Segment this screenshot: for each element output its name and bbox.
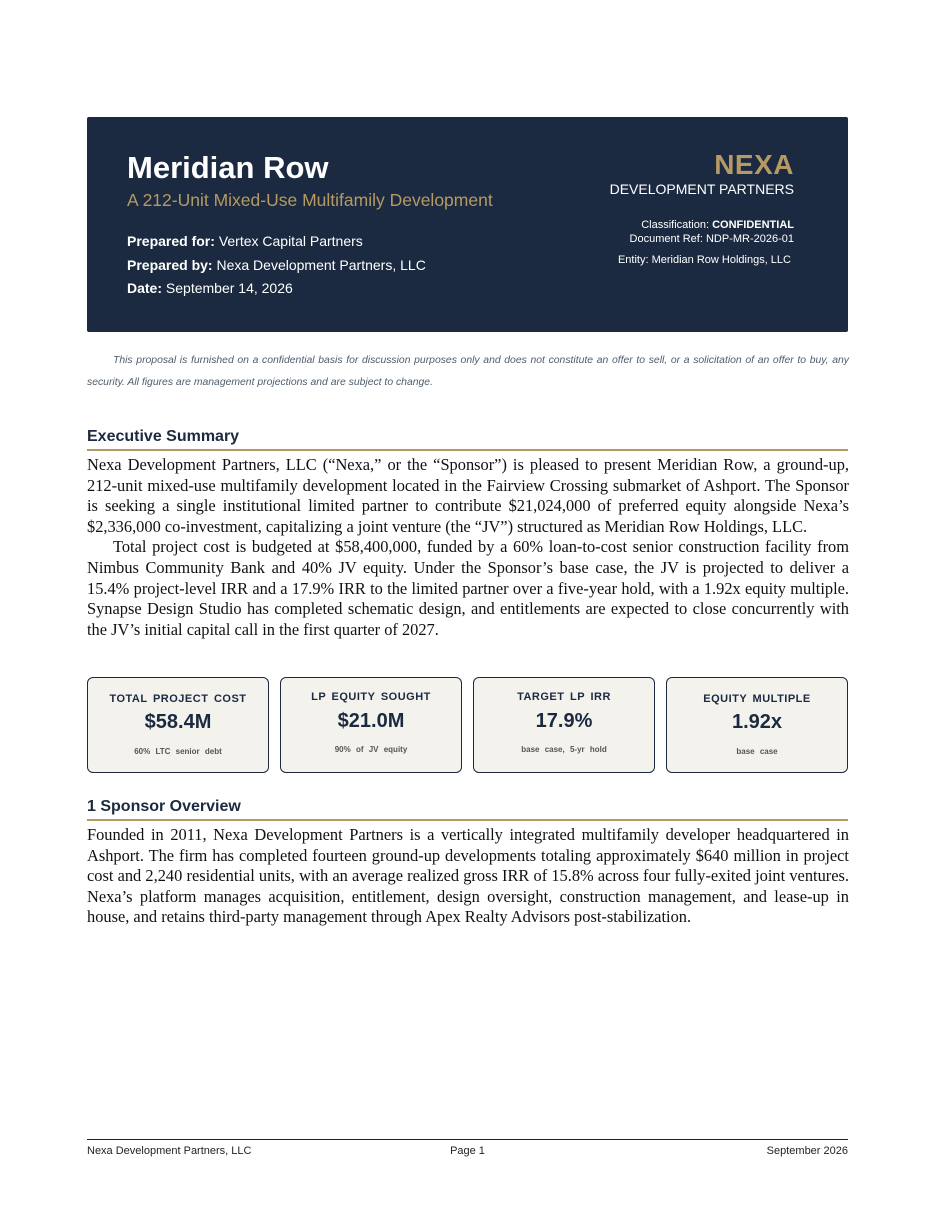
executive-summary-heading: Executive Summary — [87, 428, 848, 451]
executive-summary-body — [87, 455, 849, 640]
prepared-by-line — [127, 257, 426, 273]
sponsor-overview-paragraph: Founded in 2011, Nexa Development Partners is a vertically integrated multifamily developer headquartered in Ashport. The firm has completed fourteen ground-up developments totaling approximately $640 million in project cost and 2,240 residential units, with an average realized gross IRR of 15.8% across four fully-exited joint ventures. Nexa’s platform manages acquisition, entitlement, design oversight, construction management, and lease-up in house, and retains third-party management through Apex Realty Advisors post-stabilization. — [87, 825, 849, 927]
kpi-label: TOTAL PROJECT COST — [109, 693, 247, 705]
prepared-for-line — [127, 233, 363, 249]
confidentiality-disclaimer: This proposal is furnished on a confidential basis for discussion purposes only and does not constitute an offer to sell, or a solicitation of an offer to buy, any security. All figures are management projections and are subject to change. — [87, 355, 849, 388]
kpi-label: LP EQUITY SOUGHT — [311, 691, 431, 703]
footer-date: September 2026 — [766, 1145, 848, 1157]
brand-subtitle: DEVELOPMENT PARTNERS — [609, 181, 794, 197]
classification-value: CONFIDENTIAL — [712, 219, 794, 231]
date-label: Date: — [127, 280, 163, 296]
kpi-card-total-project-cost — [87, 677, 269, 773]
classification-label: Classification: — [641, 219, 710, 231]
date-line — [127, 280, 293, 296]
brand-logo: NEXA — [714, 149, 794, 180]
date-value: September 14, 2026 — [165, 280, 293, 296]
page-number: Page 1 — [450, 1145, 485, 1157]
footer-company: Nexa Development Partners, LLC — [87, 1145, 252, 1157]
kpi-card-equity-multiple — [666, 677, 848, 773]
prepared-by-label: Prepared by: — [127, 257, 213, 273]
classification-line — [641, 219, 794, 231]
footer-divider — [87, 1139, 848, 1140]
document-ref: Document Ref: NDP-MR-2026-01 — [629, 233, 794, 245]
executive-summary-paragraph: Total project cost is budgeted at $58,400,000, funded by a 60% loan-to-cost senior construction facility from Nimbus Community Bank and 40% JV equity. Under the Sponsor’s base case, the JV is projected to deliver a 15.4% project-level IRR and a 17.9% IRR to the limited partner over a five-year hold, with a 1.92x equity multiple. Synapse Design Studio has completed schematic design, and entitlements are expected to close concurrently with the JV’s initial capital call in the first quarter of 2027. — [87, 537, 849, 639]
document-subtitle: A 212-Unit Mixed-Use Multifamily Development — [127, 190, 493, 210]
kpi-value: $21.0M — [337, 710, 405, 732]
kpi-value: $58.4M — [144, 711, 212, 733]
kpi-note: 90% of JV equity — [334, 745, 408, 754]
kpi-card-target-lp-irr — [473, 677, 655, 773]
kpi-note: 60% LTC senior debt — [134, 747, 222, 756]
prepared-by-value: Nexa Development Partners, LLC — [216, 257, 426, 273]
kpi-value: 1.92x — [731, 711, 783, 733]
sponsor-overview-heading: 1 Sponsor Overview — [87, 798, 848, 821]
sponsor-overview-body — [87, 825, 849, 928]
prepared-for-value: Vertex Capital Partners — [218, 233, 363, 249]
kpi-label: TARGET LP IRR — [517, 691, 611, 703]
kpi-value: 17.9% — [535, 710, 593, 732]
header-banner — [87, 117, 848, 332]
kpi-note: base case — [736, 747, 778, 756]
kpi-label: EQUITY MULTIPLE — [703, 693, 811, 705]
prepared-for-label: Prepared for: — [127, 233, 215, 249]
kpi-card-lp-equity-sought — [280, 677, 462, 773]
executive-summary-paragraph: Nexa Development Partners, LLC (“Nexa,” or the “Sponsor”) is pleased to present Meridian Row, a ground-up, 212-unit mixed-use multifamily development located in the Fairview Crossing submarket of Ashport. The Sponsor is seeking a single institutional limited partner to contribute $21,024,000 of preferred equity alongside Nexa’s $2,336,000 co-investment, capitalizing a joint venture (the “JV”) structured as Meridian Row Holdings, LLC. — [87, 455, 849, 536]
entity-line: Entity: Meridian Row Holdings, LLC — [617, 254, 791, 266]
kpi-note: base case, 5-yr hold — [521, 745, 607, 754]
document-title: Meridian Row — [127, 150, 329, 185]
